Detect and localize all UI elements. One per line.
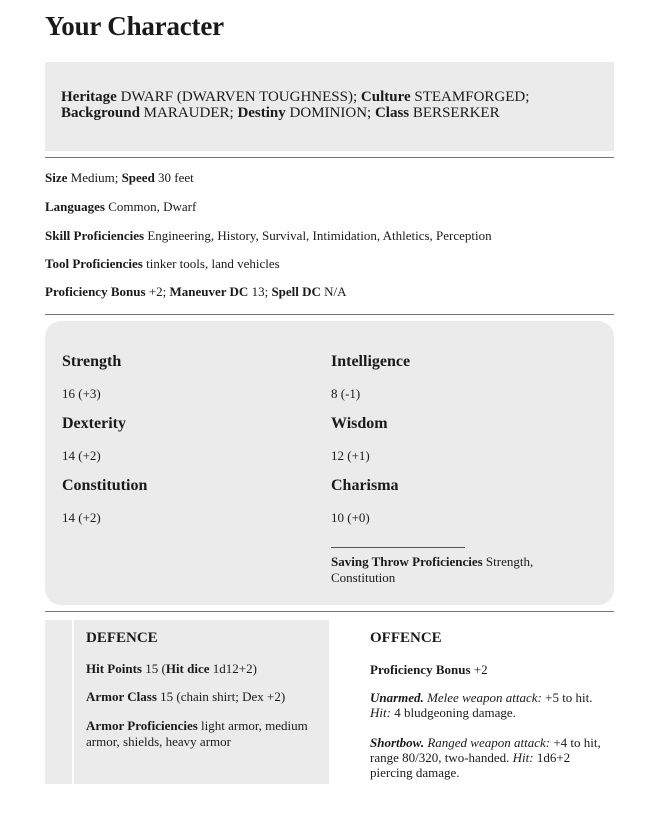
attack-hit-label: Hit: <box>370 705 391 720</box>
divider <box>45 314 614 315</box>
page-title: Your Character <box>45 11 224 41</box>
saving-throw-proficiencies <box>331 554 571 586</box>
armor-proficiencies-value: light armor, medium armor, shields, heavy armor <box>86 718 308 749</box>
saving-throw-value: Strength, Constitution <box>331 554 534 585</box>
attack-hit-label: Hit: <box>512 750 534 765</box>
ability-value: 14 (+2) <box>62 510 101 525</box>
saving-throw-divider <box>331 547 465 548</box>
attack-name: Unarmed. <box>370 690 424 705</box>
ability-scores-box <box>45 321 614 605</box>
destiny-label: Destiny <box>237 104 286 121</box>
ability-name: Intelligence <box>331 353 411 370</box>
skills-value: Engineering, History, Survival, Intimidation, Athletics, Perception <box>147 228 492 243</box>
attack-hit-value: 4 bludgeoning damage. <box>394 705 516 720</box>
ability-name: Wisdom <box>331 415 388 432</box>
spell-dc-value: N/A <box>324 284 347 299</box>
armor-class-label: Armor Class <box>86 689 157 704</box>
background-value: MARAUDER; <box>143 104 234 121</box>
ability-name: Dexterity <box>62 415 126 432</box>
divider <box>45 611 614 612</box>
defence-accent-bar <box>72 620 74 784</box>
hit-points-value: 15 ( <box>145 661 166 676</box>
languages-line <box>45 199 196 215</box>
class-label: Class <box>374 104 410 121</box>
tools-label: Tool Proficiencies <box>45 256 143 271</box>
skills-label: Skill Proficiencies <box>45 228 145 243</box>
ability-value: 8 (-1) <box>331 386 361 401</box>
attack-entry <box>370 735 614 780</box>
attack-type: Melee weapon attack: <box>427 690 542 705</box>
ability-name: Strength <box>62 353 122 370</box>
defence-box <box>45 620 329 784</box>
attack-hit-value: 1d6+2 piercing damage. <box>370 750 571 780</box>
offence-title: OFFENCE <box>370 630 442 646</box>
attack-description: +4 to hit, range 80/320, two-handed. <box>370 735 601 765</box>
attack-type: Ranged weapon attack: <box>427 735 551 750</box>
size-speed-line <box>45 170 194 186</box>
armor-proficiencies-label: Armor Proficiencies <box>86 718 198 733</box>
offence-prof-value: +2 <box>473 662 488 677</box>
saving-throw-label: Saving Throw Proficiencies <box>331 554 483 569</box>
ability-name: Constitution <box>62 477 148 494</box>
defence-title: DEFENCE <box>86 630 158 646</box>
divider <box>45 157 614 158</box>
background-label: Background <box>61 104 140 121</box>
tools-value: tinker tools, land vehicles <box>146 256 280 271</box>
hit-dice-label: Hit dice <box>165 661 210 676</box>
hit-points-line <box>86 661 257 677</box>
ability-value: 14 (+2) <box>62 448 101 463</box>
armor-class-value: 15 (chain shirt; Dex +2) <box>160 689 286 704</box>
speed-label: Speed <box>121 170 155 185</box>
maneuver-dc-label: Maneuver DC <box>169 284 249 299</box>
attack-entry <box>370 690 614 720</box>
offence-prof-label: Proficiency Bonus <box>370 662 471 677</box>
attack-description: +5 to hit. <box>545 690 593 705</box>
size-value: Medium; <box>70 170 119 185</box>
hit-points-label: Hit Points <box>86 661 142 676</box>
spell-dc-label: Spell DC <box>271 284 321 299</box>
class-value: BERSERKER <box>412 104 500 121</box>
languages-label: Languages <box>45 199 105 214</box>
maneuver-dc-value: 13; <box>251 284 269 299</box>
hit-dice-value: 1d12+2) <box>212 661 257 676</box>
prof-bonus-value: +2; <box>148 284 167 299</box>
heritage-value: DWARF (DWARVEN TOUGHNESS); <box>120 89 358 105</box>
speed-value: 30 feet <box>158 170 194 185</box>
heritage-label: Heritage <box>61 89 117 105</box>
languages-value: Common, Dwarf <box>108 199 197 214</box>
armor-class-line <box>86 689 285 705</box>
proficiency-line <box>45 284 347 300</box>
identity-box <box>45 62 614 151</box>
offence-proficiency-line <box>370 662 614 677</box>
prof-bonus-label: Proficiency Bonus <box>45 284 146 299</box>
ability-value: 16 (+3) <box>62 386 101 401</box>
attack-name: Shortbow. <box>370 735 425 750</box>
tools-line <box>45 256 280 272</box>
ability-value: 12 (+1) <box>331 448 370 463</box>
skills-line <box>45 228 492 244</box>
destiny-value: DOMINION; <box>289 104 372 121</box>
ability-name: Charisma <box>331 477 399 494</box>
size-label: Size <box>45 170 68 185</box>
ability-value: 10 (+0) <box>331 510 370 525</box>
culture-label: Culture <box>360 89 411 105</box>
armor-proficiencies-line <box>86 718 318 750</box>
culture-value: STEAMFORGED; <box>414 89 530 105</box>
